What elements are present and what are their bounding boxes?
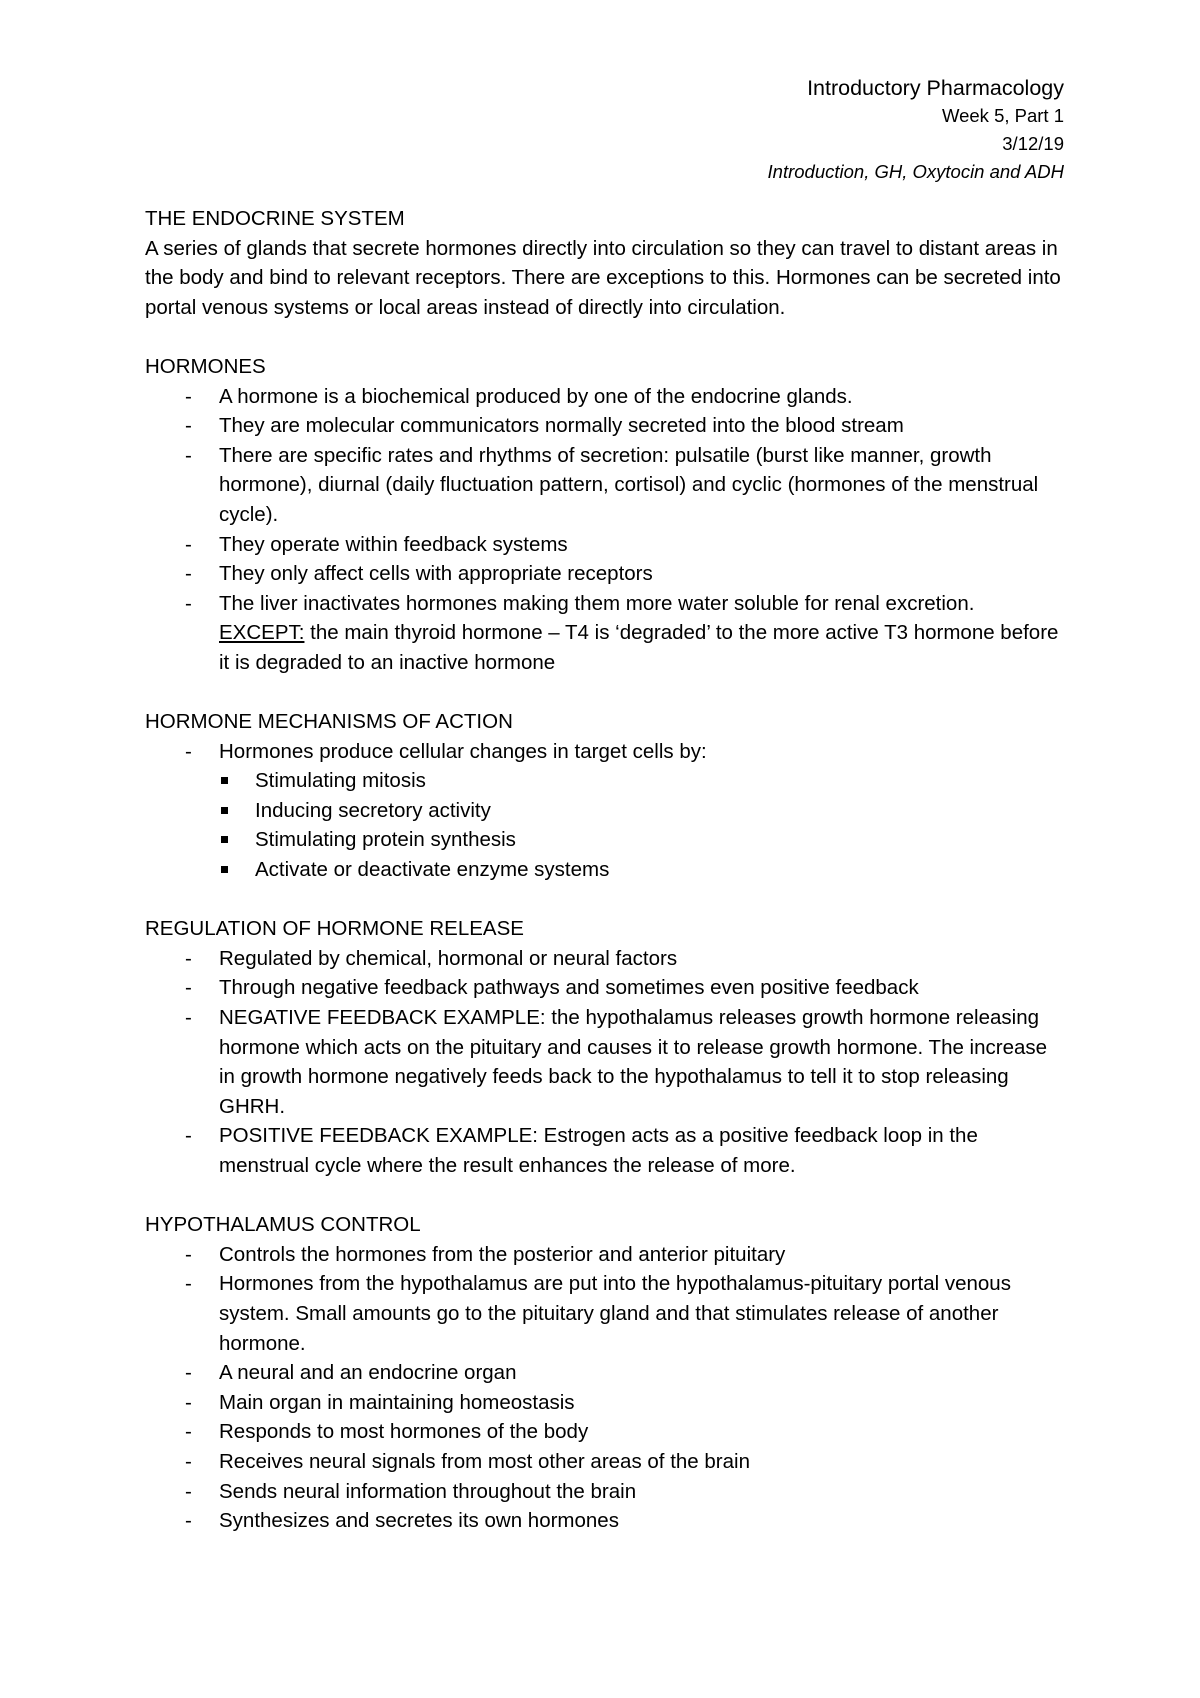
section-mechanisms (145, 707, 1064, 885)
list-item (145, 1358, 1064, 1388)
list-item (145, 1003, 1064, 1121)
list-item-text: A hormone is a biochemical produced by one of the endocrine glands. (219, 384, 853, 408)
sub-list-item-text: Inducing secretory activity (255, 798, 491, 822)
list-item (145, 1240, 1064, 1270)
dash-marker: - (185, 1272, 192, 1296)
section-title: HORMONE MECHANISMS OF ACTION (145, 710, 513, 734)
list-item-text: Regulated by chemical, hormonal or neural factors (219, 946, 678, 970)
list-item-text: Controls the hormones from the posterior and anterior pituitary (219, 1242, 786, 1266)
sub-list-item (145, 825, 1064, 855)
list-item-text: Hormones from the hypothalamus are put into the hypothalamus-pituitary portal venous system. Small amounts go to the pituitary gland and that stimulates release of another hormone. (219, 1272, 1011, 1355)
list-item-text: Through negative feedback pathways and sometimes even positive feedback (219, 976, 919, 1000)
dash-marker: - (185, 976, 192, 1000)
list-item-text: Synthesizes and secretes its own hormones (219, 1509, 619, 1533)
dash-marker: - (185, 414, 192, 438)
list-item-text: A neural and an endocrine organ (219, 1361, 517, 1385)
dash-marker: - (185, 562, 192, 586)
sub-list-item (145, 855, 1064, 885)
except-label: EXCEPT: (219, 621, 305, 645)
list-item (145, 1269, 1064, 1358)
date-label: 3/12/19 (1002, 133, 1064, 154)
list-item-text: NEGATIVE FEEDBACK EXAMPLE: the hypothalamus releases growth hormone releasing hormone which acts on the pituitary and causes it to release growth hormone. The increase in growth hormone negatively feeds back to the hypothalamus to tell it to stop releasing GHRH. (219, 1006, 1048, 1118)
section-regulation (145, 914, 1064, 1180)
list-item-text: POSITIVE FEEDBACK EXAMPLE: Estrogen acts as a positive feedback loop in the menstrual cycle where the result enhances the release of more. (219, 1124, 978, 1177)
list-item-text: Sends neural information throughout the brain (219, 1479, 637, 1503)
sub-list-item-text: Stimulating protein synthesis (255, 828, 516, 852)
list-item-text: They are molecular communicators normally secreted into the blood stream (219, 414, 904, 438)
list-item-text: They only affect cells with appropriate receptors (219, 562, 653, 586)
list-item (145, 1477, 1064, 1507)
list-item (145, 944, 1064, 974)
section-title: HYPOTHALAMUS CONTROL (145, 1213, 421, 1237)
list-item (145, 411, 1064, 441)
list-item-text: They operate within feedback systems (219, 532, 568, 556)
square-bullet-icon (221, 866, 228, 873)
list-item (145, 589, 1064, 678)
list-item (145, 1447, 1064, 1477)
except-text: the main thyroid hormone – T4 is ‘degraded’ to the more active T3 hormone before it is degraded to an inactive hormone (219, 621, 1059, 674)
section-title: HORMONES (145, 354, 266, 378)
bullet-list (145, 944, 1064, 1181)
dash-marker: - (185, 1242, 192, 1266)
sub-list-item (145, 796, 1064, 826)
dash-marker: - (185, 532, 192, 556)
section-title: REGULATION OF HORMONE RELEASE (145, 917, 524, 941)
square-bullet-icon (221, 777, 228, 784)
list-item (145, 1506, 1064, 1536)
dash-marker: - (185, 1479, 192, 1503)
bullet-list (145, 382, 1064, 678)
section-title: THE ENDOCRINE SYSTEM (145, 207, 405, 230)
dash-marker: - (185, 1420, 192, 1444)
dash-marker: - (185, 1006, 192, 1030)
list-item-text: Main organ in maintaining homeostasis (219, 1390, 575, 1414)
dash-marker: - (185, 1361, 192, 1385)
list-item-text: Hormones produce cellular changes in target cells by: (219, 739, 707, 763)
list-item (145, 1121, 1064, 1180)
list-item (145, 559, 1064, 589)
dash-marker: - (185, 443, 192, 467)
topic-label: Introduction, GH, Oxytocin and ADH (767, 161, 1064, 182)
dash-marker: - (185, 384, 192, 408)
dash-marker: - (185, 591, 192, 615)
sub-list-item-text: Stimulating mitosis (255, 769, 426, 793)
sub-bullet-list (145, 766, 1064, 884)
square-bullet-icon (221, 836, 228, 843)
dash-marker: - (185, 946, 192, 970)
dash-marker: - (185, 739, 192, 763)
sub-list-item-text: Activate or deactivate enzyme systems (255, 858, 610, 882)
section-endocrine-system (145, 204, 1064, 322)
dash-marker: - (185, 1509, 192, 1533)
list-item (145, 973, 1064, 1003)
list-item-text: There are specific rates and rhythms of secretion: pulsatile (burst like manner, growth hormone), diurnal (daily fluctuation pattern, cortisol) and cyclic (hormones of the menstrual cycle). (219, 443, 1039, 526)
bullet-list (145, 737, 1064, 767)
section-hypothalamus (145, 1210, 1064, 1536)
list-item-text: Responds to most hormones of the body (219, 1420, 589, 1444)
document-header (145, 74, 1064, 186)
section-hormones (145, 352, 1064, 678)
list-item (145, 382, 1064, 412)
list-item-text: Receives neural signals from most other areas of the brain (219, 1449, 750, 1473)
dash-marker: - (185, 1390, 192, 1414)
list-item (145, 737, 1064, 767)
course-title: Introductory Pharmacology (807, 76, 1064, 100)
section-paragraph: A series of glands that secrete hormones directly into circulation so they can travel to distant areas in the body and bind to relevant receptors. There are exceptions to this. Hormones can be secreted into portal venous systems or local areas instead of directly into circulation. (145, 236, 1061, 319)
dash-marker: - (185, 1124, 192, 1148)
list-item-text: The liver inactivates hormones making them more water soluble for renal excretion. (219, 591, 975, 615)
bullet-list (145, 1240, 1064, 1536)
sub-list-item (145, 766, 1064, 796)
dash-marker: - (185, 1449, 192, 1473)
week-label: Week 5, Part 1 (941, 105, 1064, 126)
list-item (145, 1417, 1064, 1447)
list-item (145, 1388, 1064, 1418)
square-bullet-icon (221, 807, 228, 814)
list-item (145, 530, 1064, 560)
list-item (145, 441, 1064, 530)
